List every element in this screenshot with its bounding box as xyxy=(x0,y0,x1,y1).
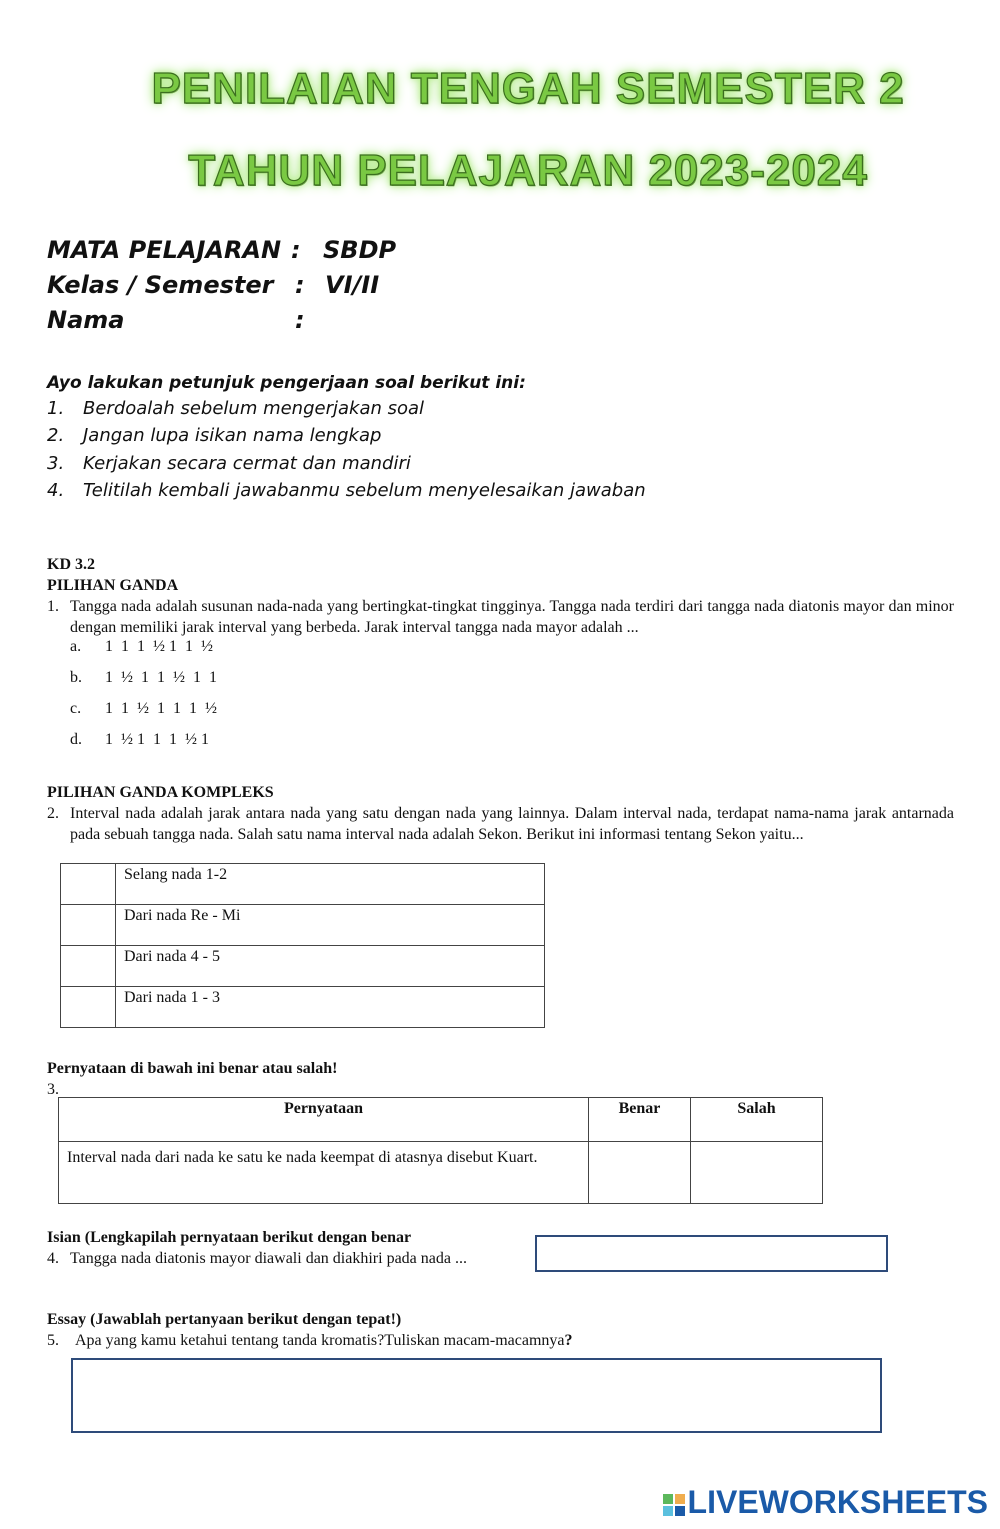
question-5-mark: ? xyxy=(564,1332,573,1349)
question-1-number: 1. xyxy=(47,598,59,615)
instruction-item: 1. Berdoalah sebelum mengerjakan soal xyxy=(47,398,425,419)
option-b[interactable] xyxy=(70,667,370,688)
header-false: Salah xyxy=(691,1098,823,1142)
question-2-text: Interval nada adalah jarak antara nada yang satu dengan nada yang lainnya. Dalam interval nada, terdapat nama-nama jarak antarnada pada sebuah tangga nada. Salah satu nama interval nada adalah Sekon. Berikut ini informasi tentang Sekon yaitu... xyxy=(70,805,954,843)
class-value: VI/II xyxy=(325,271,380,299)
header-statement: Pernyataan xyxy=(59,1098,589,1142)
option-letter: a. xyxy=(70,638,82,655)
question-5-text xyxy=(75,1330,572,1351)
instruction-item: 3. Kerjakan secara cermat dan mandiri xyxy=(47,453,411,474)
section3-heading: Pernyataan di bawah ini benar atau salah! xyxy=(47,1060,338,1077)
name-colon: : xyxy=(295,306,305,334)
question-4-text: Tangga nada diatonis mayor diawali dan diakhiri pada nada ... xyxy=(70,1250,467,1267)
section1-heading: PILIHAN GANDA xyxy=(47,577,179,594)
sekon-options-table xyxy=(60,863,545,1028)
option-text: 1 ½ 1 1 1 ½ 1 xyxy=(105,731,209,748)
option-text: 1 1 ½ 1 1 1 ½ xyxy=(105,700,217,717)
liveworksheets-logo xyxy=(662,1484,988,1521)
true-false-table xyxy=(58,1097,823,1204)
table-cell: Dari nada Re - Mi xyxy=(116,905,545,946)
liveworksheets-logo-icon xyxy=(662,1493,686,1517)
table-row xyxy=(61,905,545,946)
section4-heading: Isian (Lengkapilah pernyataan berikut dengan benar xyxy=(47,1229,412,1246)
option-letter: d. xyxy=(70,731,82,748)
option-text: 1 ½ 1 1 ½ 1 1 xyxy=(105,669,217,686)
table-row xyxy=(59,1142,823,1204)
subject-label: MATA PELAJARAN xyxy=(47,236,282,264)
info-block xyxy=(47,236,547,346)
class-colon: : xyxy=(295,271,305,299)
table-cell: Selang nada 1-2 xyxy=(116,864,545,905)
table-header-row xyxy=(59,1098,823,1142)
option-letter: c. xyxy=(70,700,82,717)
question-5-body: Apa yang kamu ketahui tentang tanda kromatis?Tuliskan macam-macamnya xyxy=(75,1332,565,1349)
statement-cell: Interval nada dari nada ke satu ke nada keempat di atasnya disebut Kuart. xyxy=(59,1142,589,1204)
class-label: Kelas / Semester xyxy=(47,271,274,299)
checkbox-cell[interactable] xyxy=(61,905,116,946)
subject-value: SBDP xyxy=(323,236,397,264)
section2-heading: PILIHAN GANDA KOMPLEKS xyxy=(47,784,274,801)
question-3-number: 3. xyxy=(47,1081,59,1098)
question-4-number: 4. xyxy=(47,1250,59,1267)
table-row xyxy=(61,987,545,1028)
logo-text: LIVEWORKSHEETS xyxy=(687,1484,988,1520)
question-2-number: 2. xyxy=(47,805,59,822)
checkbox-cell[interactable] xyxy=(61,864,116,905)
header-true: Benar xyxy=(589,1098,691,1142)
title-line-1: PENILAIAN TENGAH SEMESTER 2 xyxy=(151,64,905,113)
title-line-2: TAHUN PELAJARAN 2023-2024 xyxy=(188,146,868,195)
subject-colon: : xyxy=(291,236,301,264)
table-cell: Dari nada 4 - 5 xyxy=(116,946,545,987)
checkbox-cell[interactable] xyxy=(61,987,116,1028)
question-5-number: 5. xyxy=(47,1332,59,1349)
false-answer-cell[interactable] xyxy=(691,1142,823,1204)
answer-5-textarea[interactable] xyxy=(71,1358,882,1433)
option-d[interactable] xyxy=(70,729,370,750)
table-row xyxy=(61,864,545,905)
true-answer-cell[interactable] xyxy=(589,1142,691,1204)
instruction-item: 2. Jangan lupa isikan nama lengkap xyxy=(47,425,382,446)
instruction-item: 4. Telitilah kembali jawabanmu sebelum menyelesaikan jawaban xyxy=(47,480,646,501)
option-letter: b. xyxy=(70,669,82,686)
option-text: 1 1 1 ½ 1 1 ½ xyxy=(105,638,213,655)
instructions-heading: Ayo lakukan petunjuk pengerjaan soal berikut ini: xyxy=(47,373,526,393)
section5-heading: Essay (Jawablah pertanyaan berikut dengan tepat!) xyxy=(47,1311,402,1328)
kd-label: KD 3.2 xyxy=(47,556,95,573)
instructions-list xyxy=(47,398,747,510)
table-cell: Dari nada 1 - 3 xyxy=(116,987,545,1028)
question-1-text: Tangga nada adalah susunan nada-nada yang bertingkat-tingkat tingginya. Tangga nada terdiri dari tangga nada diatonis mayor dan minor dengan memiliki jarak interval yang berbeda. Jarak interval tangga nada mayor adalah ... xyxy=(70,598,954,636)
checkbox-cell[interactable] xyxy=(61,946,116,987)
table-row xyxy=(61,946,545,987)
answer-4-input[interactable] xyxy=(535,1235,888,1272)
name-label: Nama xyxy=(47,306,125,334)
option-a[interactable] xyxy=(70,636,370,657)
option-c[interactable] xyxy=(70,698,370,719)
